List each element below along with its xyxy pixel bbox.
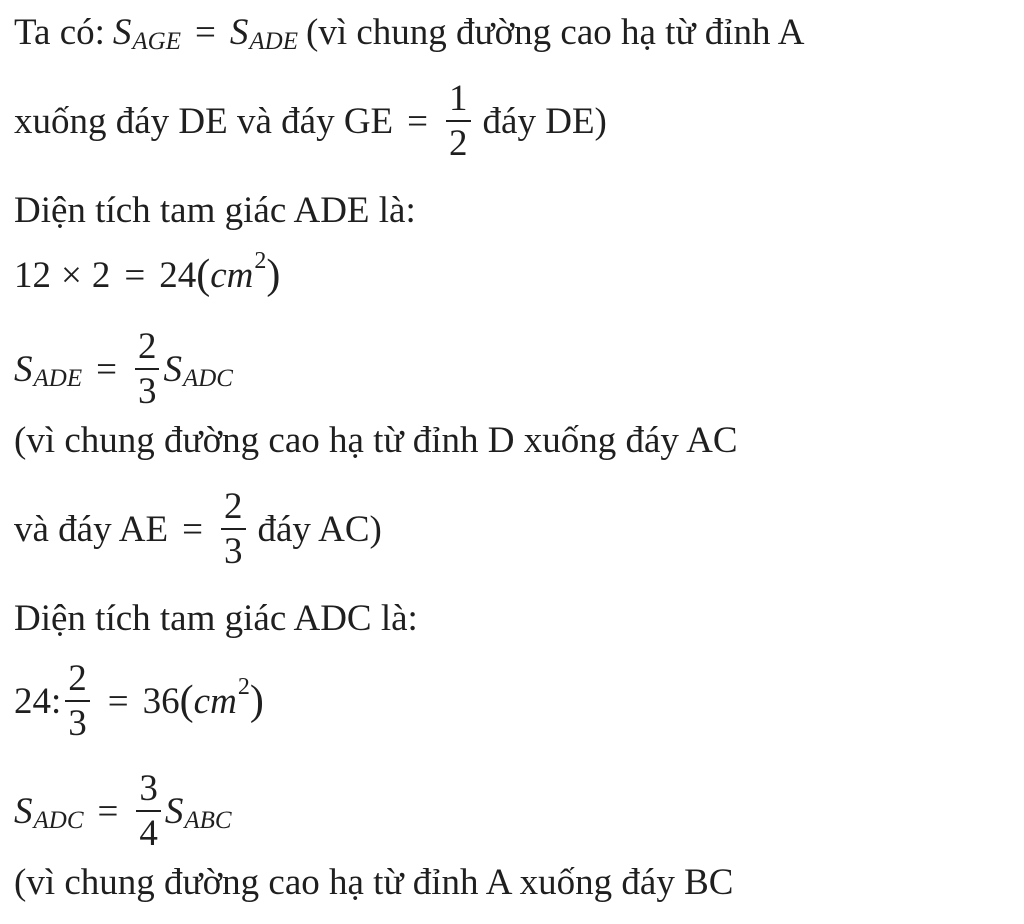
line-5 — [14, 328, 233, 410]
result-value: 24 — [159, 254, 197, 296]
fraction-denominator: 3 — [224, 531, 243, 572]
line-1 — [14, 12, 805, 55]
area-symbol: S — [112, 12, 132, 53]
line1-reason: (vì chung đường cao hạ từ đỉnh A — [306, 12, 805, 53]
equals-sign: = — [407, 100, 429, 142]
left-paren: ( — [196, 252, 211, 298]
line-3 — [14, 192, 416, 229]
result-value: 36 — [142, 680, 180, 722]
equals-sign: = — [97, 790, 119, 832]
fraction-numerator: 2 — [137, 326, 157, 367]
line-11 — [14, 864, 733, 901]
unit-exponent: 2 — [237, 674, 250, 700]
reason-d-to-ac: (vì chung đường cao hạ từ đỉnh D xuống đáy AC — [14, 420, 738, 461]
left-paren: ( — [179, 678, 194, 724]
equals-sign: = — [182, 508, 203, 550]
unit-cm: cm — [193, 680, 237, 722]
line1-prefix: Ta có: — [14, 12, 105, 53]
right-paren: ) — [266, 252, 281, 298]
fraction-two-thirds — [135, 328, 160, 410]
line-9 — [14, 660, 264, 742]
subscript-abc: ABC — [184, 806, 232, 834]
area-symbol: S — [164, 790, 184, 832]
fraction-denominator: 3 — [137, 371, 157, 412]
line-8 — [14, 600, 418, 637]
line-2 — [14, 80, 607, 162]
equals-sign: = — [195, 12, 216, 53]
fraction-two-thirds — [221, 488, 246, 570]
reason-a-to-bc: (vì chung đường cao hạ từ đỉnh A xuống đáy BC — [14, 862, 734, 903]
fraction-denominator: 3 — [68, 703, 87, 744]
line7-suffix: đáy AC) — [257, 508, 382, 550]
fraction-denominator: 4 — [139, 813, 158, 854]
equals-sign: = — [96, 348, 117, 390]
line-7 — [14, 488, 382, 570]
subscript-age: AGE — [132, 28, 182, 55]
equals-sign: = — [107, 680, 129, 722]
area-symbol: S — [14, 348, 33, 390]
operand-a: 24 — [14, 680, 51, 722]
line-6 — [14, 422, 738, 459]
fraction-numerator: 2 — [224, 486, 243, 527]
fraction-denominator: 2 — [449, 123, 468, 164]
fraction-one-half — [446, 80, 471, 162]
unit-exponent: 2 — [254, 248, 267, 274]
fraction-two-thirds — [65, 660, 90, 742]
line-10 — [14, 770, 232, 852]
area-symbol: S — [163, 348, 182, 390]
line7-prefix: và đáy AE — [14, 508, 169, 550]
unit-cm: cm — [210, 254, 254, 296]
fraction-numerator: 3 — [139, 768, 158, 809]
line2-prefix: xuống đáy DE và đáy GE — [14, 100, 394, 142]
fraction-numerator: 2 — [68, 658, 87, 699]
subscript-ade: ADE — [249, 28, 298, 55]
equals-sign: = — [124, 254, 146, 296]
times-sign: × — [61, 254, 82, 296]
subscript-adc: ADC — [182, 364, 233, 392]
subscript-adc: ADC — [33, 806, 84, 834]
heading-area-adc: Diện tích tam giác ADC là: — [14, 598, 418, 639]
heading-area-ade: Diện tích tam giác ADE là: — [14, 190, 416, 231]
operand-b: 2 — [91, 254, 111, 296]
right-paren: ) — [249, 678, 264, 724]
area-symbol: S — [229, 12, 249, 53]
fraction-three-quarters — [136, 770, 161, 852]
operand-a: 12 — [14, 254, 51, 296]
line2-suffix: đáy DE) — [482, 100, 607, 142]
line-4 — [14, 248, 281, 298]
division-colon: : — [51, 680, 62, 722]
area-symbol: S — [14, 790, 33, 832]
subscript-ade: ADE — [33, 364, 83, 392]
fraction-numerator: 1 — [449, 78, 468, 119]
